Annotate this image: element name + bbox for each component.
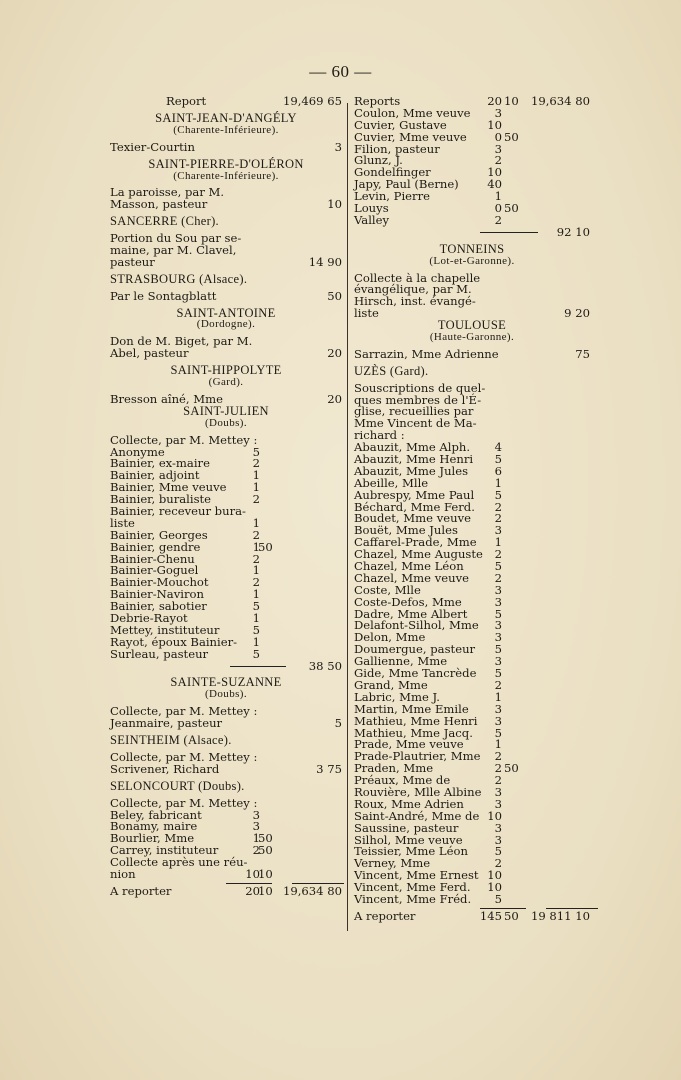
total-rule: [226, 883, 272, 884]
ledger-row: [110, 761, 342, 776]
amount-centimes: 50: [258, 843, 273, 858]
amount-francs: 0: [494, 129, 502, 144]
place-heading: TOULOUSE: [437, 318, 507, 333]
department-subheading: (Gard).: [208, 376, 244, 389]
left-column: [110, 96, 342, 898]
place-heading: SEINTHEIM (Alsace).: [110, 733, 232, 748]
subtotal-rule: [230, 666, 286, 667]
amount-francs: 3: [252, 819, 260, 834]
entry-label: Don de M. Biget, par M.: [110, 334, 253, 349]
amount-francs: 3: [494, 618, 502, 633]
amount-francs: 2: [252, 843, 260, 858]
entry-label: évangélique, par M.: [354, 282, 472, 297]
ledger-row: [110, 658, 342, 673]
amount-francs: 2: [252, 527, 260, 542]
entry-label: Dadre, Mme Albert: [354, 606, 468, 621]
amount-centimes: 10: [504, 94, 519, 108]
entry-label: Aubrespy, Mme Paul: [354, 487, 475, 502]
amount-francs: 2: [494, 212, 502, 227]
ledger-row: [354, 212, 590, 227]
ledger-row: [110, 718, 342, 730]
entry-label: Préaux, Mme de: [354, 773, 451, 788]
amount-francs: 3: [494, 594, 502, 609]
place-heading: SELONCOURT (Doubs).: [110, 778, 245, 793]
amount-francs: 10: [487, 880, 502, 895]
ledger-row: [110, 348, 342, 360]
entry-label: Bonamy, maire: [110, 819, 198, 834]
entry-label: Bouët, Mme Jules: [354, 523, 458, 538]
entry-label: Abauzit, Mme Jules: [354, 463, 469, 478]
entry-label: Sarrazin, Mme Adrienne: [354, 346, 499, 361]
entry-label: Masson, pasteur: [110, 197, 208, 212]
entry-label: Cuvier, Mme veuve: [354, 129, 467, 144]
entry-label: Collecte, par M. Mettey :: [110, 749, 258, 764]
ledger-row: [354, 203, 590, 215]
amount-francs: 3: [494, 630, 502, 645]
entry-label: Collecte, par M. Mettey :: [110, 432, 258, 447]
amount-centimes: 50: [504, 908, 519, 923]
amount-francs: 2: [494, 749, 502, 764]
ledger-row: [110, 391, 342, 406]
subtotal-amount: 20: [327, 391, 342, 406]
amount-francs: 5: [494, 606, 502, 621]
entry-label: Souscriptions de quel-: [354, 380, 486, 395]
entry-label: Roux, Mme Adrien: [354, 796, 464, 811]
ledger-row: [110, 506, 342, 518]
entry-label: Rouvière, Mlle Albine: [354, 784, 482, 799]
subtotal-amount: 19,469 65: [282, 94, 342, 108]
entry-label: Chazel, Mme Léon: [354, 559, 464, 574]
entry-label: Saint-André, Mme de: [354, 808, 480, 823]
subtotal-amount: 20: [327, 346, 342, 361]
amount-francs: 1: [494, 689, 502, 704]
amount-francs: 3: [494, 713, 502, 728]
subtotal-amount: 9 20: [564, 306, 590, 321]
amount-francs: 40: [487, 177, 502, 192]
entry-label: Coulon, Mme veuve: [354, 105, 471, 120]
entry-label: Bainier-Goguel: [110, 563, 199, 578]
entry-label: Bainier-Chenu: [110, 551, 195, 566]
amount-francs: 1: [252, 563, 260, 578]
amount-francs: 5: [494, 559, 502, 574]
entry-label: Bainier-Mouchot: [110, 575, 209, 590]
entry-label: Jeanmaire, pasteur: [110, 716, 223, 731]
amount-francs: 1: [252, 468, 260, 483]
entry-label: Caffarel-Prade, Mme: [354, 535, 477, 550]
amount-francs: 2: [494, 677, 502, 692]
entry-label: Teissier, Mme Léon: [354, 844, 468, 859]
entry-label: Hirsch, inst. évangé-: [354, 294, 476, 309]
amount-francs: 3: [494, 141, 502, 156]
amount-francs: 5: [494, 666, 502, 681]
entry-label: Abauzit, Mme Henri: [354, 452, 474, 467]
department-subheading: (Charente-Inférieure).: [173, 123, 279, 136]
ledger-row: [110, 646, 342, 661]
amount-francs: 5: [494, 487, 502, 502]
entry-label: nion: [110, 867, 136, 882]
amount-francs: 3: [494, 832, 502, 847]
amount-francs: 145: [479, 908, 502, 923]
place-heading: SAINT-JEAN-D'ANGÉLY: [155, 110, 297, 125]
entry-label: Scrivener, Richard: [110, 761, 220, 776]
entry-label: Bainier, Mme veuve: [110, 480, 227, 495]
amount-francs: 2: [494, 856, 502, 871]
amount-francs: 1: [252, 480, 260, 495]
amount-francs: 10: [487, 165, 502, 180]
ledger-row: [110, 288, 342, 303]
entry-label: Silhol, Mme veuve: [354, 832, 463, 847]
amount-francs: 2: [252, 575, 260, 590]
amount-francs: 2: [494, 570, 502, 585]
entry-label: Mathieu, Mme Jacq.: [354, 725, 473, 740]
place-heading: STRASBOURG (Alsace).: [110, 271, 248, 286]
entry-label: Bainier, gendre: [110, 539, 201, 554]
entry-label: Abauzit, Mme Alph.: [354, 440, 471, 455]
entry-label: Collecte après une réu-: [110, 855, 248, 870]
entry-label: Carrey, instituteur: [110, 843, 219, 858]
amount-francs: 5: [494, 452, 502, 467]
entry-label: Anonyme: [110, 444, 165, 459]
entry-label: Gondelfinger: [354, 165, 431, 180]
total-rule: [292, 883, 344, 884]
entry-label: Chazel, Mme veuve: [354, 570, 469, 585]
ledger-row: [110, 199, 342, 211]
entry-label: Delon, Mme: [354, 630, 426, 645]
entry-label: richard :: [354, 428, 405, 443]
amount-francs: 2: [494, 499, 502, 514]
amount-francs: 5: [252, 599, 260, 614]
amount-francs: 2: [494, 547, 502, 562]
department-subheading: (Dordogne).: [196, 318, 256, 331]
subtotal-amount: 19,634 80: [282, 883, 342, 898]
amount-francs: 2: [494, 761, 502, 776]
total-rule: [546, 908, 598, 909]
entry-label: Collecte, par M. Mettey :: [110, 704, 258, 719]
entry-label: Reports: [354, 94, 401, 108]
entry-label: Boudet, Mme veuve: [354, 511, 471, 526]
entry-label: Gallienne, Mme: [354, 654, 448, 669]
entry-label: Labric, Mme J.: [354, 689, 440, 704]
entry-label: Bainier, adjoint: [110, 468, 200, 483]
entry-label: Abeille, Mlle: [354, 475, 429, 490]
amount-francs: 3: [494, 796, 502, 811]
amount-francs: 1: [494, 535, 502, 550]
entry-label: Vincent, Mme Fréd.: [354, 891, 472, 906]
amount-francs: 2: [252, 456, 260, 471]
place-heading: SAINTE-SUZANNE: [170, 675, 282, 690]
ledger-row: [354, 346, 590, 361]
department-subheading: (Doubs).: [204, 688, 247, 701]
ledger-row: [354, 191, 590, 203]
amount-francs: 5: [252, 622, 260, 637]
ledger-row: [354, 296, 590, 308]
amount-centimes: 10: [258, 883, 273, 898]
amount-francs: 1: [252, 611, 260, 626]
amount-francs: 5: [494, 725, 502, 740]
column-divider: [347, 103, 348, 931]
subtotal-amount: 3: [334, 139, 342, 154]
entry-label: Glunz, J.: [354, 153, 403, 168]
place-heading: SAINT-ANTOINE: [176, 305, 276, 320]
entry-label: A reporter: [110, 883, 172, 898]
amount-francs: 4: [494, 440, 502, 455]
amount-francs: 1: [494, 475, 502, 490]
ledger-row: [110, 857, 342, 869]
amount-francs: 5: [494, 844, 502, 859]
amount-francs: 1: [252, 515, 260, 530]
amount-francs: 3: [494, 820, 502, 835]
entry-label: Gide, Mme Tancrède: [354, 666, 477, 681]
entry-label: Par le Sontagblatt: [110, 288, 217, 303]
entry-label: liste: [110, 515, 135, 530]
entry-label: Coste, Mlle: [354, 582, 421, 597]
amount-francs: 1: [494, 737, 502, 752]
entry-label: Surleau, pasteur: [110, 646, 209, 661]
amount-francs: 3: [494, 523, 502, 538]
subtotal-amount: 19,634 80: [530, 94, 590, 108]
amount-centimes: 50: [258, 539, 273, 554]
amount-francs: 1: [494, 189, 502, 204]
entry-label: Saussine, pasteur: [354, 820, 459, 835]
amount-francs: 0: [494, 201, 502, 216]
amount-francs: 3: [494, 582, 502, 597]
ledger-row: [110, 254, 342, 269]
subtotal-amount: 19 811 10: [530, 908, 590, 923]
department-subheading: (Haute-Garonne).: [429, 330, 515, 343]
place-heading: SAINT-JULIEN: [183, 403, 269, 418]
entry-label: Rayot, époux Bainier-: [110, 634, 238, 649]
entry-label: Martin, Mme Emile: [354, 701, 469, 716]
entry-label: Bainier-Naviron: [110, 587, 204, 602]
amount-francs: 10: [487, 117, 502, 132]
department-subheading: (Charente-Inférieure).: [173, 169, 279, 182]
entry-label: Coste-Defos, Mme: [354, 594, 462, 609]
entry-label: Debrie-Rayot: [110, 611, 188, 626]
entry-label: Vincent, Mme Ernest: [354, 868, 479, 883]
ledger-row: [354, 908, 590, 923]
entry-label: Béchard, Mme Ferd.: [354, 499, 475, 514]
ledger-row: [354, 891, 590, 906]
amount-francs: 3: [494, 105, 502, 120]
amount-francs: 2: [252, 492, 260, 507]
amount-francs: 1: [252, 634, 260, 649]
entry-label: Louys: [354, 201, 389, 216]
entry-label: La paroisse, par M.: [110, 185, 225, 200]
amount-francs: 2: [494, 153, 502, 168]
entry-label: Cuvier, Gustave: [354, 117, 447, 132]
place-heading: SAINT-PIERRE-D'OLÉRON: [148, 156, 304, 171]
entry-label: Collecte à la chapelle: [354, 270, 481, 285]
entry-label: Vincent, Mme Ferd.: [354, 880, 471, 895]
amount-francs: 10: [245, 867, 260, 882]
subtotal-amount: 92 10: [556, 224, 590, 239]
subtotal-amount: 14 90: [308, 254, 342, 269]
entry-label: ques membres de l'É-: [354, 392, 482, 407]
amount-francs: 5: [252, 646, 260, 661]
entry-label: maine, par M. Clavel,: [110, 242, 237, 257]
subtotal-rule: [480, 232, 538, 233]
entry-label: Mettey, instituteur: [110, 622, 220, 637]
amount-francs: 1: [252, 831, 260, 846]
amount-francs: 1: [252, 539, 260, 554]
ledger-row: [354, 224, 590, 239]
amount-francs: 1: [252, 587, 260, 602]
entry-label: pasteur: [110, 254, 155, 269]
entry-label: Report: [166, 94, 207, 108]
entry-label: Chazel, Mme Auguste: [354, 547, 483, 562]
entry-label: Japy, Paul (Berne): [354, 177, 459, 192]
entry-label: Portion du Sou par se-: [110, 231, 242, 246]
place-heading: SAINT-HIPPOLYTE: [170, 363, 282, 378]
place-heading: SANCERRE (Cher).: [110, 214, 219, 229]
entry-label: Bainier, sabotier: [110, 599, 207, 614]
amount-francs: 2: [252, 551, 260, 566]
place-heading: TONNEINS: [439, 241, 505, 256]
entry-label: Texier-Courtin: [110, 139, 195, 154]
entry-label: Levin, Pierre: [354, 189, 430, 204]
entry-label: Bainier, Georges: [110, 527, 208, 542]
amount-francs: 3: [494, 784, 502, 799]
entry-label: Valley: [354, 212, 390, 227]
amount-centimes: 50: [504, 129, 519, 144]
entry-label: Mathieu, Mme Henri: [354, 713, 478, 728]
entry-label: Bresson aîné, Mme: [110, 391, 223, 406]
department-subheading: (Doubs).: [204, 416, 247, 429]
entry-label: Prade, Mme veuve: [354, 737, 464, 752]
subtotal-amount: 5: [334, 716, 342, 731]
amount-francs: 2: [494, 511, 502, 526]
amount-centimes: 10: [258, 867, 273, 882]
entry-label: Bainier, ex-maire: [110, 456, 210, 471]
amount-francs: 3: [494, 654, 502, 669]
amount-francs: 10: [487, 808, 502, 823]
entry-label: Mme Vincent de Ma-: [354, 416, 477, 431]
entry-label: Beley, fabricant: [110, 807, 202, 822]
entry-label: Abel, pasteur: [110, 346, 189, 361]
entry-label: Grand, Mme: [354, 677, 428, 692]
right-column: [354, 96, 590, 923]
entry-label: Delafont-Silhol, Mme: [354, 618, 479, 633]
entry-label: Bainier, receveur bura-: [110, 504, 246, 519]
entry-label: Bainier, buraliste: [110, 492, 212, 507]
amount-francs: 5: [494, 642, 502, 657]
amount-francs: 6: [494, 463, 502, 478]
entry-label: Collecte, par M. Mettey :: [110, 795, 258, 810]
amount-centimes: 50: [258, 831, 273, 846]
ledger-row: [354, 308, 590, 320]
amount-centimes: 50: [504, 201, 519, 216]
amount-francs: 20: [245, 883, 260, 898]
amount-francs: 10: [487, 868, 502, 883]
entry-label: Prade-Plautrier, Mme: [354, 749, 481, 764]
subtotal-amount: 38 50: [308, 658, 342, 673]
amount-francs: 20: [487, 94, 502, 108]
subtotal-amount: 3 75: [316, 761, 342, 776]
amount-francs: 5: [252, 444, 260, 459]
ledger-row: [110, 139, 342, 154]
ledger-row: [110, 869, 342, 881]
page-number: — 60 —: [309, 62, 372, 81]
entry-label: Verney, Mme: [354, 856, 431, 871]
department-subheading: (Lot-et-Garonne).: [429, 254, 515, 267]
amount-centimes: 50: [504, 761, 519, 776]
entry-label: A reporter: [354, 908, 416, 923]
subtotal-amount: 75: [575, 346, 590, 361]
total-rule: [480, 908, 526, 909]
entry-label: glise, recueillies par: [354, 404, 474, 419]
subtotal-amount: 10: [327, 197, 342, 212]
entry-label: Bourlier, Mme: [110, 831, 195, 846]
place-heading: UZÈS (Gard).: [354, 363, 429, 378]
amount-francs: 2: [494, 773, 502, 788]
amount-francs: 3: [494, 701, 502, 716]
subtotal-amount: 50: [327, 288, 342, 303]
amount-francs: 3: [252, 807, 260, 822]
entry-label: liste: [354, 306, 379, 321]
ledger-row: [110, 883, 342, 898]
entry-label: Praden, Mme: [354, 761, 434, 776]
ledger-row: [110, 96, 342, 108]
entry-label: Doumergue, pasteur: [354, 642, 476, 657]
amount-francs: 5: [494, 891, 502, 906]
entry-label: Filion, pasteur: [354, 141, 440, 156]
